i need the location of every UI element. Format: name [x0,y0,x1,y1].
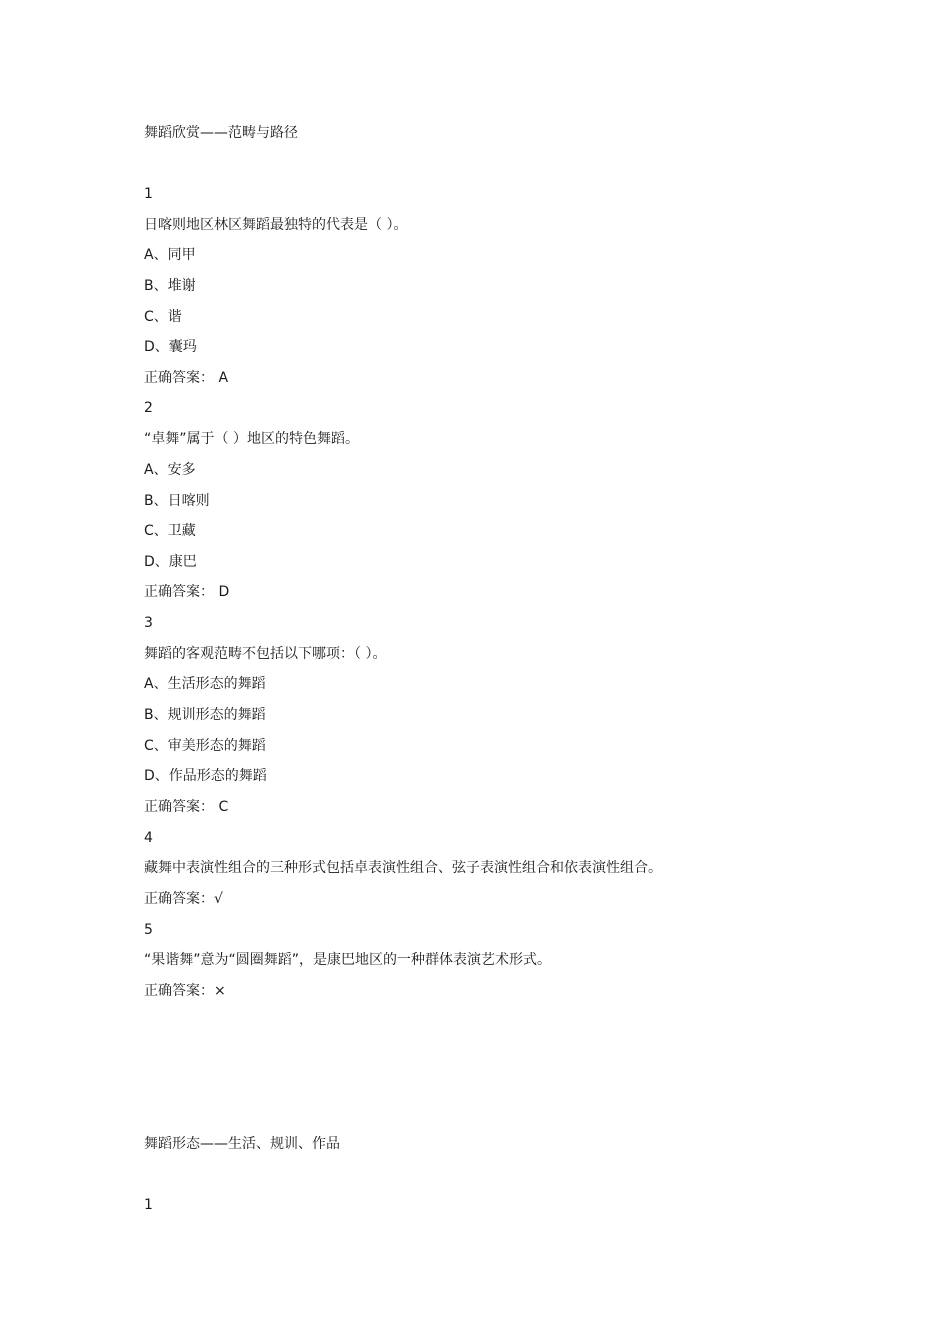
option-b: B、规训形态的舞蹈 [144,707,266,723]
option-a: A、安多 [144,462,196,478]
option-a: A、同甲 [144,247,196,263]
option-c: C、卫藏 [144,523,196,539]
answer: 正确答案：√ [144,891,223,907]
option-d: D、囊玛 [144,339,197,355]
option-d: D、康巴 [144,554,197,570]
question-number: 1 [144,1197,153,1213]
answer: 正确答案： D [144,584,230,600]
question-stem: 舞蹈的客观范畴不包括以下哪项：（ ）。 [144,646,387,662]
question-number: 4 [144,830,153,846]
question-number: 3 [144,615,153,631]
question-stem: 藏舞中表演性组合的三种形式包括卓表演性组合、弦子表演性组合和依表演性组合。 [144,860,662,876]
section-title: 舞蹈形态——生活、规训、作品 [144,1136,340,1152]
option-b: B、日喀则 [144,493,210,509]
question-stem: “果谐舞”意为“圆圈舞蹈”，是康巴地区的一种群体表演艺术形式。 [144,952,552,968]
question-stem: 日喀则地区林区舞蹈最独特的代表是（ ）。 [144,217,408,233]
question-number: 2 [144,400,153,416]
question-number: 1 [144,186,153,202]
section-title: 舞蹈欣赏——范畴与路径 [144,125,298,141]
answer: 正确答案： C [144,799,229,815]
option-c: C、审美形态的舞蹈 [144,738,266,754]
option-c: C、谐 [144,309,182,325]
question-number: 5 [144,922,153,938]
option-a: A、生活形态的舞蹈 [144,676,266,692]
answer: 正确答案：× [144,983,226,999]
question-stem: “卓舞”属于（ ）地区的特色舞蹈。 [144,431,359,447]
option-d: D、作品形态的舞蹈 [144,768,267,784]
answer: 正确答案： A [144,370,229,386]
option-b: B、堆谢 [144,278,196,294]
